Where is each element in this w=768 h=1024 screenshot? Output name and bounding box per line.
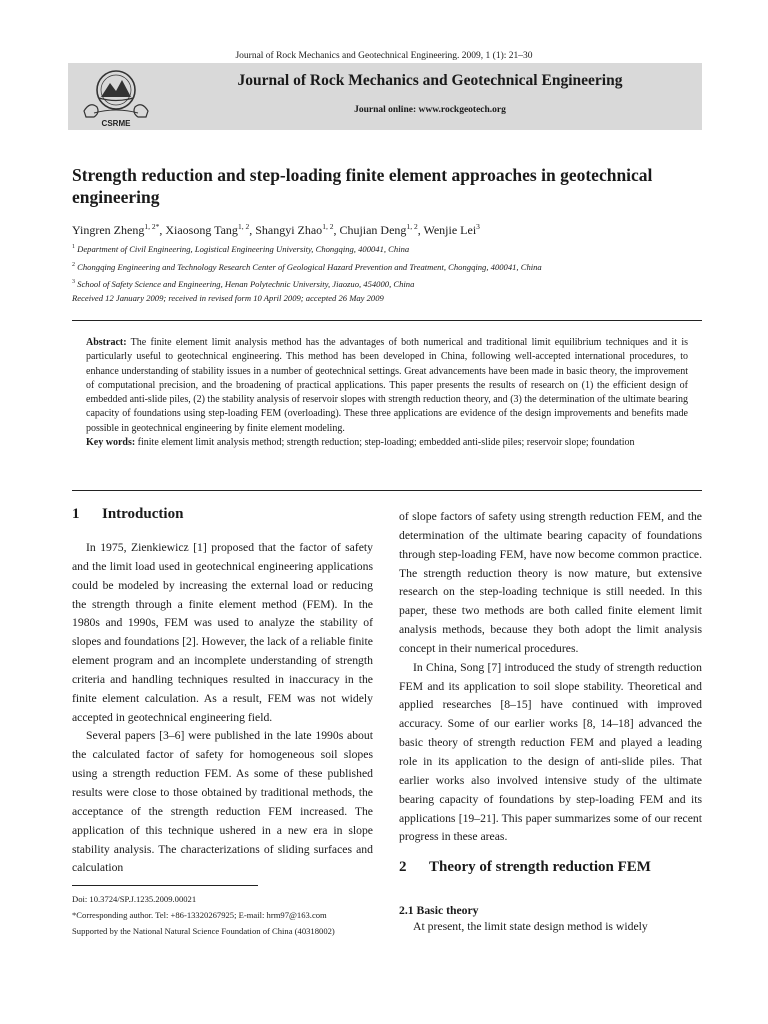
paragraph: In 1975, Zienkiewicz [1] proposed that the factor of safety and the limit load used in geotechnical engineering applications could be modeled by increasing the external load or reducing the strength through a finite element method (FEM). In the 1980s and 1990s, FEM was used to analyze the stability of slopes and foundations [2]. However, the lack of a reliable finite element program and an incomplete understanding of strength criteria and handling techniques resulted in inaccuracy in the finite element calculation. As a result, FEM was not widely accepted in geotechnical engineering field. xyxy=(72,541,373,724)
paragraph: In China, Song [7] introduced the study of strength reduction FEM and its application to soil slope stability. Theoretical and applied researches [8–15] have continued with improved accuracy. Some of our earlier works [8, 14–18] advanced the basic theory of strength reduction FEM and played a leading role in its application to the design of anti-slide piles. That earlier works also involved intensive study of the ultimate bearing capacity of foundations by step-loading FEM and its applications [19–21]. This paper summarizes some of our recent progress in these areas. xyxy=(399,660,702,844)
keywords-label: Key words: xyxy=(86,437,136,449)
footnote-rule xyxy=(72,885,258,886)
column-right xyxy=(399,508,702,847)
abstract-bottom-rule xyxy=(72,490,702,491)
subsection-2-1-heading: 2.1 Basic theory xyxy=(399,904,479,917)
received-dates: Received 12 January 2009; received in revised form 10 April 2009; accepted 26 May 2009 xyxy=(72,293,384,303)
footnote-doi[interactable]: Doi: 10.3724/SP.J.1235.2009.00021 xyxy=(72,894,197,904)
author-name: Chujian Deng xyxy=(339,223,407,237)
author-name: Shangyi Zhao xyxy=(255,223,323,237)
author-affiliation-mark: 1, 2 xyxy=(322,222,334,231)
author-name: Yingren Zheng xyxy=(72,223,145,237)
column-left xyxy=(72,539,373,878)
journal-title: Journal of Rock Mechanics and Geotechnical Engineering xyxy=(237,72,623,89)
affiliation-3: $^3$ School of Safety Science and Engineering, Henan Polytechnic University, Jiaozuo, 454000, China xyxy=(72,279,415,289)
author-affiliation-mark: 3 xyxy=(476,222,480,231)
abstract-text: The finite element limit analysis method has the advantages of both numerical and traditional limit equilibrium techniques and it is particularly useful to geotechnical engineering. This method has been developed in China, following well-accepted international procedures, to enhance understanding of stability issues in a number of geotechnical settings. Great advancements have been made in basic theory, the improvement of computational precision, and the broadening of practical applications. This paper presents the results of research on (1) the efficient design of embedded anti-slide piles, (2) the stability analysis of reservoir slopes with strength reduction theory, and (3) the determination of the ultimate bearing capacity of foundations using step-loading FEM (overloading). These three applications are evidence of the design improvements and benefits made possible in geotechnical engineering by finite element modeling. xyxy=(86,337,688,434)
author-name: Xiaosong Tang xyxy=(165,223,238,237)
paper-title: Strength reduction and step-loading finite element approaches in geotechnical engineering xyxy=(72,165,653,207)
paragraph: Several papers [3–6] were published in the late 1990s about the calculated factor of safety for homogeneous soil slopes using a strength reduction FEM. As some of these published results were close to those obtained by traditional methods, the acceptance of the strength reduction FEM increased. The application of this technique ushered in a new era in slope stability analysis. The characterizations of sliding surfaces and calculation xyxy=(72,729,373,875)
keywords-text: finite element limit analysis method; strength reduction; step-loading; embedded anti-slide piles; reservoir slope; foundation xyxy=(137,437,635,449)
abstract-label: Abstract: xyxy=(86,337,127,348)
csrme-logo-icon xyxy=(80,67,152,129)
journal-online-url[interactable]: Journal online: www.rockgeotech.org xyxy=(354,105,506,115)
paragraph-continuation: of slope factors of safety using strength reduction FEM, and the determination of the ultimate bearing capacity of foundations through step-loading FEM, have now become common practice. The strength reduction theory is now mature, but extensive research on the step-loading technique is still needed. In this paper, these two methods are both called finite element limit analysis methods, because they both adopt the limit analysis concept in their numerical procedures. xyxy=(399,510,702,655)
author-list: Yingren Zheng$^{1, 2*}$, Xiaosong Tang$^{1, 2}$, Shangyi Zhao$^{1, 2}$, Chujian Deng$^{1, 2}$, Wenjie Lei$^3$ xyxy=(72,222,480,237)
journal-banner xyxy=(68,63,702,130)
author-affiliation-mark: 1, 2* xyxy=(144,222,160,231)
section-2-1-text: At present, the limit state design method is widely xyxy=(413,920,648,933)
section-1-heading: 1 Introduction xyxy=(72,506,184,522)
footnote-corresponding-author: *Corresponding author. Tel: +86-13320267925; E-mail: hrm97@163.com xyxy=(72,910,327,920)
affiliation-1: $^1$ Department of Civil Engineering, Logistical Engineering University, Chongqing, 400041, China xyxy=(72,244,410,254)
abstract xyxy=(86,336,688,450)
author-affiliation-mark: 1, 2 xyxy=(406,222,418,231)
author-affiliation-mark: 1, 2 xyxy=(237,222,250,231)
logo-text: CSRME xyxy=(101,119,131,128)
affiliation-2: $^2$ Chongqing Engineering and Technology Research Center of Geological Hazard Prevention and Treatment, Chongqing, 400041, China xyxy=(72,262,542,272)
footnote-funding: Supported by the National Natural Science Foundation of China (40318002) xyxy=(72,926,335,936)
author-name: Wenjie Lei xyxy=(423,223,477,237)
section-2-heading: 2 Theory of strength reduction FEM xyxy=(399,859,651,875)
abstract-top-rule xyxy=(72,320,702,321)
running-head: Journal of Rock Mechanics and Geotechnical Engineering. 2009, 1 (1): 21–30 xyxy=(235,51,533,61)
